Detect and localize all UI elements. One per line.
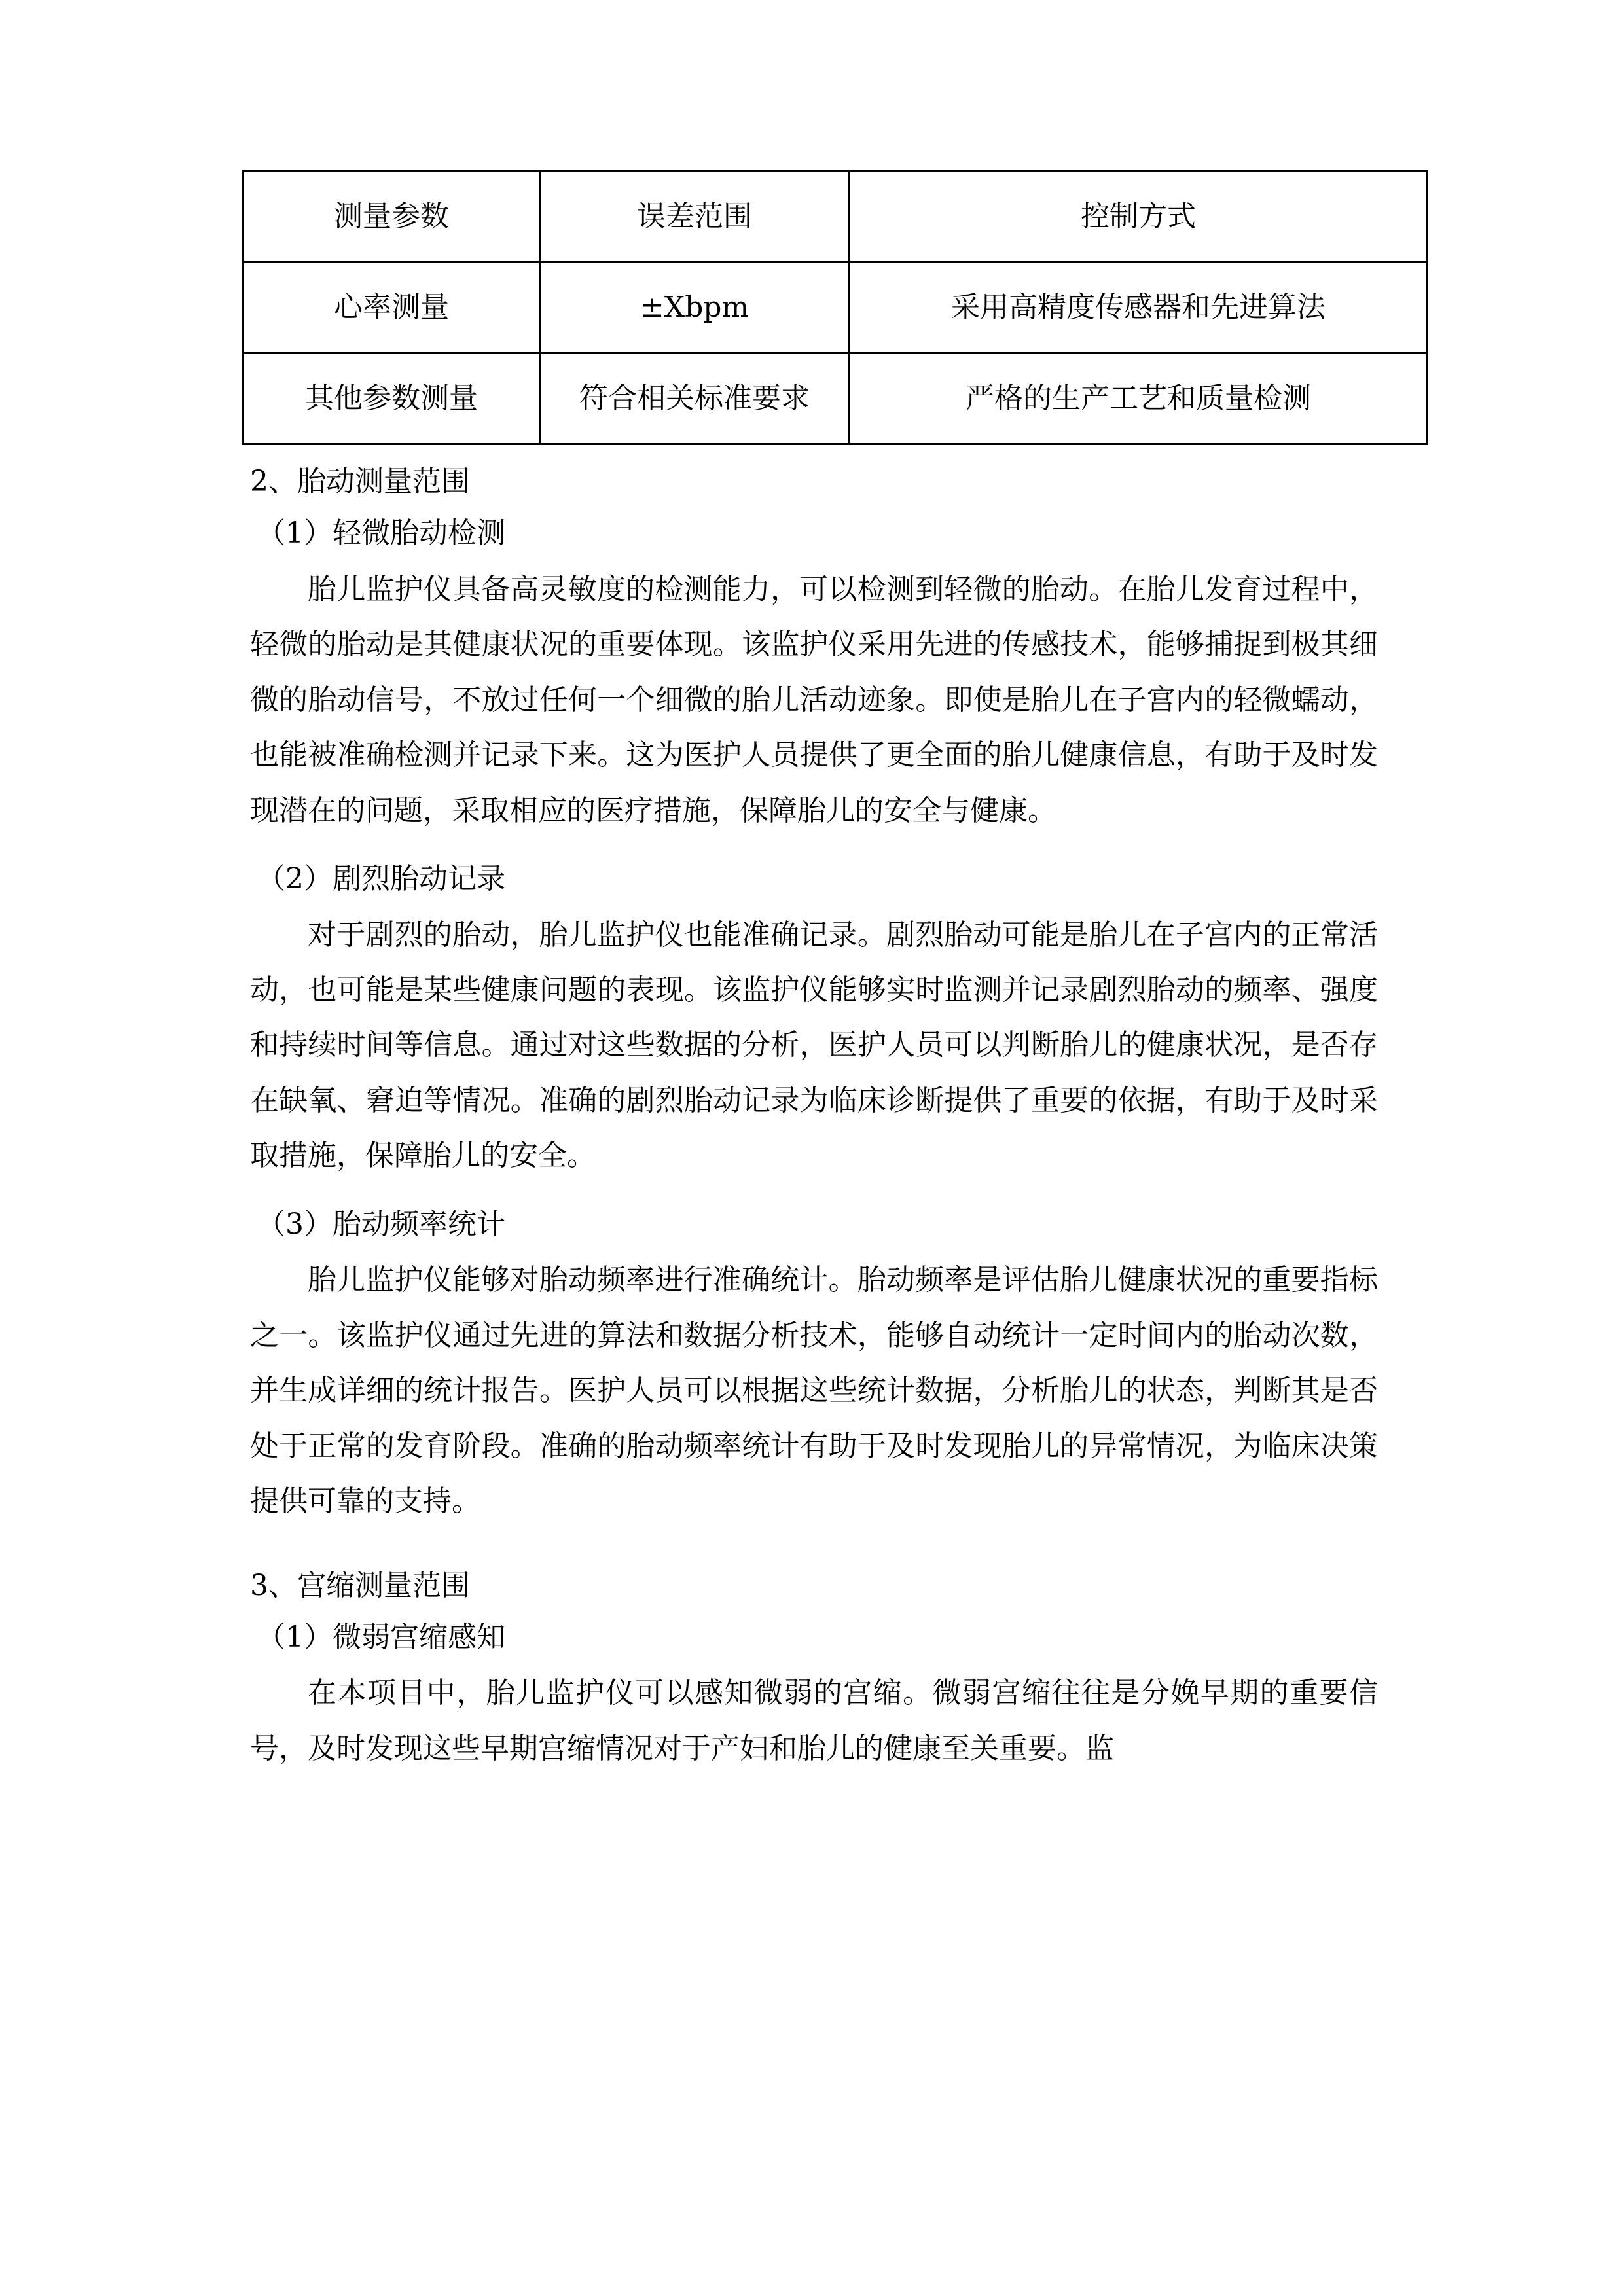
table-row [244,353,1428,444]
subsection-heading-mild-movement: （1）轻微胎动检测 [257,516,505,550]
table-cell-error-range: ±Xbpm [540,262,850,353]
measurement-spec-table [242,170,1428,445]
table-cell-error-range: 符合相关标准要求 [540,353,850,444]
subsection-heading-weak-contraction: （1）微弱宫缩感知 [257,1620,505,1654]
subsection-heading-strong-movement: （2）剧烈胎动记录 [257,862,505,896]
table-cell-control-method: 严格的生产工艺和质量检测 [850,353,1428,444]
paragraph-spacer [242,838,1382,846]
table-header-cell-error-range: 误差范围 [540,171,850,262]
table-cell-control-method: 采用高精度传感器和先进算法 [850,262,1428,353]
table-cell-parameter: 心率测量 [244,262,540,353]
table-header-cell-control-method: 控制方式 [850,171,1428,262]
table-cell-parameter: 其他参数测量 [244,353,540,444]
table-row [244,262,1428,353]
table-header-row [244,171,1428,262]
subsection-heading-movement-frequency: （3）胎动频率统计 [257,1207,505,1241]
section-heading-contraction: 3、宫缩测量范围 [250,1568,470,1602]
paragraph-strong-movement: 对于剧烈的胎动，胎儿监护仪也能准确记录。剧烈胎动可能是胎儿在子宫内的正常活动，也可能是某些健康问题的表现。该监护仪能够实时监测并记录剧烈胎动的频率、强度和持续时间等信息。通过对这些数据的分析，医护人员可以判断胎儿的健康状况，是否存在缺氧、窘迫等情况。准确的剧烈胎动记录为临床诊断提供了重要的依据，有助于及时采取措施，保障胎儿的安全。 [250,918,1378,1173]
paragraph-spacer [242,1184,1382,1192]
section-spacer [242,1530,1382,1549]
paragraph-weak-contraction: 在本项目中，胎儿监护仪可以感知微弱的宫缩。微弱宫缩往往是分娩早期的重要信号，及时发现这些早期宫缩情况对于产妇和胎儿的健康至关重要。监 [250,1676,1378,1765]
table-header-cell-parameter: 测量参数 [244,171,540,262]
paragraph-movement-frequency: 胎儿监护仪能够对胎动频率进行准确统计。胎动频率是评估胎儿健康状况的重要指标之一。该监护仪通过先进的算法和数据分析技术，能够自动统计一定时间内的胎动次数，并生成详细的统计报告。医护人员可以根据这些统计数据，分析胎儿的状态，判断其是否处于正常的发育阶段。准确的胎动频率统计有助于及时发现胎儿的异常情况，为临床决策提供可靠的支持。 [250,1263,1378,1518]
paragraph-mild-movement: 胎儿监护仪具备高灵敏度的检测能力，可以检测到轻微的胎动。在胎儿发育过程中，轻微的胎动是其健康状况的重要体现。该监护仪采用先进的传感技术，能够捕捉到极其细微的胎动信号，不放过任何一个细微的胎儿活动迹象。即使是胎儿在子宫内的轻微蠕动，也能被准确检测并记录下来。这为医护人员提供了更全面的胎儿健康信息，有助于及时发现潜在的问题，采取相应的医疗措施，保障胎儿的安全与健康。 [250,572,1378,827]
section-heading-fetal-movement: 2、胎动测量范围 [250,465,470,498]
